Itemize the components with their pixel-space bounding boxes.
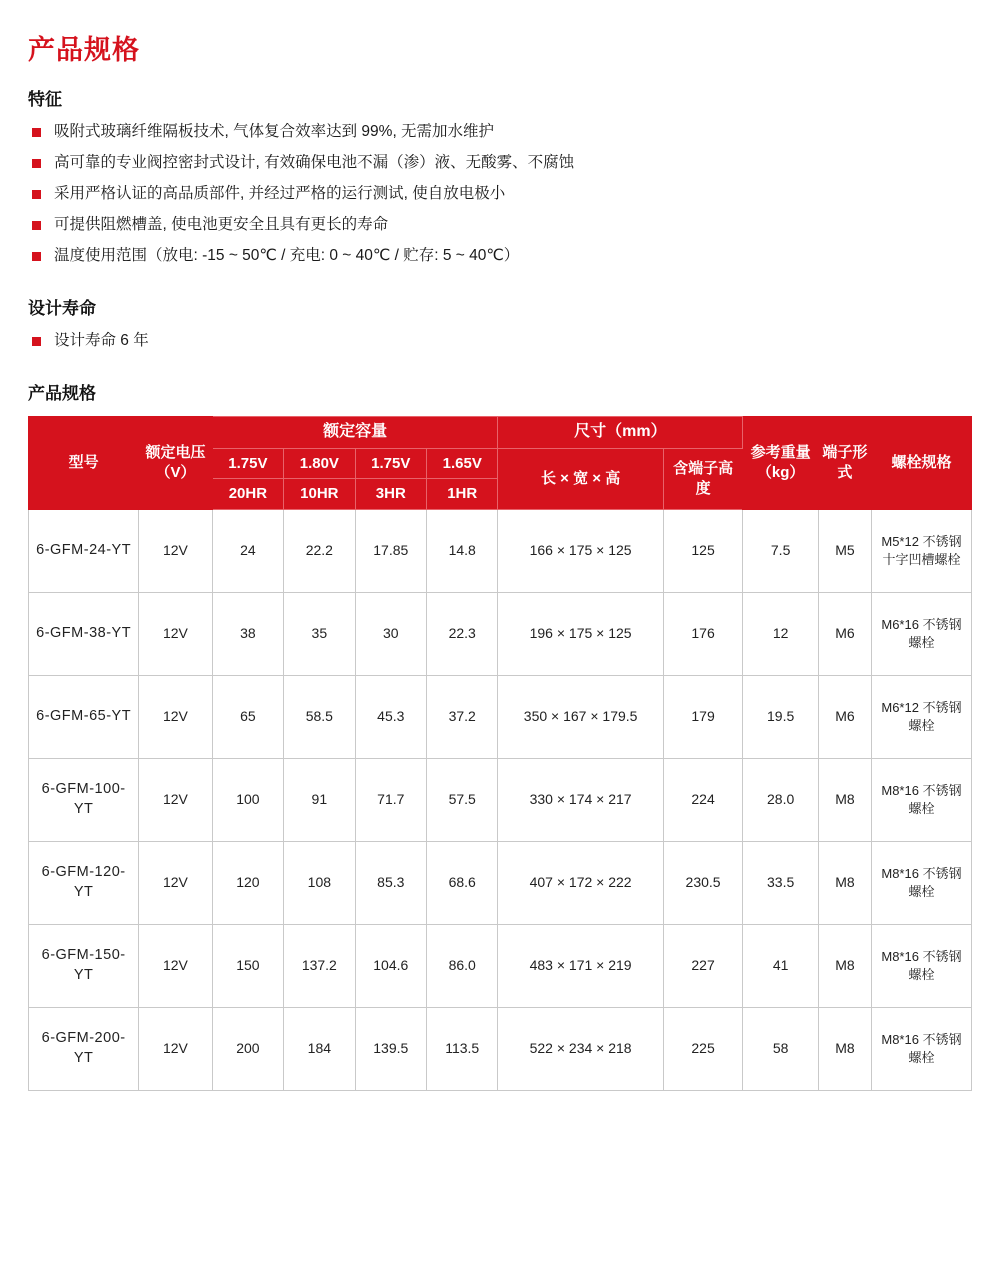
cell-capacity-3hr: 85.3 <box>355 841 426 924</box>
cell-capacity-3hr: 71.7 <box>355 758 426 841</box>
header-rate-1hr: 1HR <box>427 479 498 510</box>
cell-capacity-10hr: 184 <box>284 1007 355 1090</box>
header-capacity-voltage-3hr: 1.75V <box>355 448 426 479</box>
list-item <box>28 120 972 144</box>
cell-terminal-type: M8 <box>818 841 871 924</box>
cell-capacity-20hr: 24 <box>212 509 283 592</box>
cell-terminal-height: 227 <box>663 924 743 1007</box>
product-spec-table <box>28 416 972 1091</box>
cell-capacity-3hr: 139.5 <box>355 1007 426 1090</box>
bullet-square-icon <box>32 128 41 137</box>
header-lwh: 长 × 宽 × 高 <box>498 448 663 509</box>
features-section-title: 特征 <box>28 90 62 109</box>
cell-capacity-10hr: 35 <box>284 592 355 675</box>
cell-terminal-height: 176 <box>663 592 743 675</box>
cell-weight: 19.5 <box>743 675 819 758</box>
bullet-square-icon <box>32 221 41 230</box>
cell-lwh: 196 × 175 × 125 <box>498 592 663 675</box>
table-row <box>29 509 972 592</box>
feature-text: 可提供阻燃槽盖, 使电池更安全且具有更长的寿命 <box>54 216 389 234</box>
header-model: 型号 <box>29 417 139 510</box>
list-item <box>28 329 972 353</box>
cell-terminal-type: M6 <box>818 592 871 675</box>
cell-weight: 28.0 <box>743 758 819 841</box>
cell-capacity-20hr: 120 <box>212 841 283 924</box>
cell-bolt-spec: M8*16 不锈钢螺栓 <box>871 1007 971 1090</box>
cell-lwh: 483 × 171 × 219 <box>498 924 663 1007</box>
cell-terminal-height: 125 <box>663 509 743 592</box>
design-life-section-title: 设计寿命 <box>28 299 96 319</box>
list-item <box>28 151 972 175</box>
cell-capacity-3hr: 45.3 <box>355 675 426 758</box>
cell-voltage: 12V <box>139 592 212 675</box>
cell-capacity-3hr: 104.6 <box>355 924 426 1007</box>
cell-model: 6-GFM-38-YT <box>29 592 139 675</box>
cell-bolt-spec: M5*12 不锈钢十字凹槽螺栓 <box>871 509 971 592</box>
cell-capacity-10hr: 22.2 <box>284 509 355 592</box>
bullet-square-icon <box>32 252 41 261</box>
table-row <box>29 758 972 841</box>
cell-lwh: 522 × 234 × 218 <box>498 1007 663 1090</box>
cell-capacity-1hr: 68.6 <box>427 841 498 924</box>
feature-text: 采用严格认证的高品质部件, 并经过严格的运行测试, 使自放电极小 <box>54 185 506 203</box>
cell-terminal-height: 179 <box>663 675 743 758</box>
cell-capacity-20hr: 100 <box>212 758 283 841</box>
cell-capacity-1hr: 37.2 <box>427 675 498 758</box>
cell-capacity-20hr: 200 <box>212 1007 283 1090</box>
design-life-text: 设计寿命 6 年 <box>54 332 149 350</box>
cell-capacity-10hr: 137.2 <box>284 924 355 1007</box>
table-row <box>29 924 972 1007</box>
cell-lwh: 330 × 174 × 217 <box>498 758 663 841</box>
cell-capacity-1hr: 57.5 <box>427 758 498 841</box>
header-rate-10hr: 10HR <box>284 479 355 510</box>
bullet-square-icon <box>32 190 41 199</box>
cell-voltage: 12V <box>139 924 212 1007</box>
cell-bolt-spec: M8*16 不锈钢螺栓 <box>871 841 971 924</box>
cell-capacity-1hr: 22.3 <box>427 592 498 675</box>
cell-capacity-10hr: 108 <box>284 841 355 924</box>
cell-terminal-type: M6 <box>818 675 871 758</box>
feature-text: 温度使用范围（放电: -15 ~ 50℃ / 充电: 0 ~ 40℃ / 贮存: 5 ~ 40℃） <box>54 247 520 265</box>
cell-capacity-1hr: 14.8 <box>427 509 498 592</box>
cell-voltage: 12V <box>139 675 212 758</box>
features-list <box>28 120 972 268</box>
cell-capacity-20hr: 38 <box>212 592 283 675</box>
table-row <box>29 592 972 675</box>
spec-table-wrapper <box>28 416 972 1091</box>
header-bolt-spec: 螺栓规格 <box>871 417 971 510</box>
feature-text: 高可靠的专业阀控密封式设计, 有效确保电池不漏（渗）液、无酸雾、不腐蚀 <box>54 154 575 172</box>
table-row <box>29 1007 972 1090</box>
spec-section-title: 产品规格 <box>28 384 96 404</box>
header-capacity-voltage-1hr: 1.65V <box>427 448 498 479</box>
header-terminal-type: 端子形式 <box>818 417 871 510</box>
cell-capacity-10hr: 58.5 <box>284 675 355 758</box>
cell-capacity-10hr: 91 <box>284 758 355 841</box>
cell-weight: 58 <box>743 1007 819 1090</box>
header-rated-voltage: 额定电压（V） <box>139 417 212 510</box>
cell-terminal-type: M5 <box>818 509 871 592</box>
cell-bolt-spec: M6*12 不锈钢螺栓 <box>871 675 971 758</box>
bullet-square-icon <box>32 337 41 346</box>
cell-weight: 33.5 <box>743 841 819 924</box>
table-body <box>29 509 972 1090</box>
cell-model: 6-GFM-65-YT <box>29 675 139 758</box>
cell-lwh: 350 × 167 × 179.5 <box>498 675 663 758</box>
cell-terminal-type: M8 <box>818 1007 871 1090</box>
cell-weight: 12 <box>743 592 819 675</box>
table-row <box>29 675 972 758</box>
cell-voltage: 12V <box>139 509 212 592</box>
cell-model: 6-GFM-200-YT <box>29 1007 139 1090</box>
cell-capacity-1hr: 113.5 <box>427 1007 498 1090</box>
design-life-list <box>28 329 972 353</box>
header-dimension-group: 尺寸（mm） <box>498 417 743 449</box>
cell-capacity-3hr: 30 <box>355 592 426 675</box>
cell-bolt-spec: M8*16 不锈钢螺栓 <box>871 758 971 841</box>
cell-voltage: 12V <box>139 841 212 924</box>
cell-terminal-height: 230.5 <box>663 841 743 924</box>
header-rate-3hr: 3HR <box>355 479 426 510</box>
cell-bolt-spec: M6*16 不锈钢螺栓 <box>871 592 971 675</box>
cell-bolt-spec: M8*16 不锈钢螺栓 <box>871 924 971 1007</box>
bullet-square-icon <box>32 159 41 168</box>
header-capacity-voltage-20hr: 1.75V <box>212 448 283 479</box>
header-rate-20hr: 20HR <box>212 479 283 510</box>
cell-capacity-20hr: 150 <box>212 924 283 1007</box>
table-row <box>29 841 972 924</box>
cell-lwh: 407 × 172 × 222 <box>498 841 663 924</box>
header-terminal-height: 含端子高度 <box>663 448 743 509</box>
cell-capacity-20hr: 65 <box>212 675 283 758</box>
header-rated-capacity: 额定容量 <box>212 417 498 449</box>
header-capacity-voltage-10hr: 1.80V <box>284 448 355 479</box>
cell-model: 6-GFM-100-YT <box>29 758 139 841</box>
page-title: 产品规格 <box>28 35 140 65</box>
cell-terminal-height: 225 <box>663 1007 743 1090</box>
cell-lwh: 166 × 175 × 125 <box>498 509 663 592</box>
table-header <box>29 417 972 510</box>
cell-terminal-height: 224 <box>663 758 743 841</box>
cell-terminal-type: M8 <box>818 758 871 841</box>
cell-voltage: 12V <box>139 758 212 841</box>
list-item <box>28 182 972 206</box>
cell-model: 6-GFM-24-YT <box>29 509 139 592</box>
cell-capacity-3hr: 17.85 <box>355 509 426 592</box>
feature-text: 吸附式玻璃纤维隔板技术, 气体复合效率达到 99%, 无需加水维护 <box>54 123 495 140</box>
cell-weight: 41 <box>743 924 819 1007</box>
cell-weight: 7.5 <box>743 509 819 592</box>
cell-voltage: 12V <box>139 1007 212 1090</box>
list-item <box>28 213 972 237</box>
cell-terminal-type: M8 <box>818 924 871 1007</box>
cell-model: 6-GFM-120-YT <box>29 841 139 924</box>
cell-model: 6-GFM-150-YT <box>29 924 139 1007</box>
list-item <box>28 244 972 268</box>
header-ref-weight: 参考重量（kg） <box>743 417 819 510</box>
cell-capacity-1hr: 86.0 <box>427 924 498 1007</box>
